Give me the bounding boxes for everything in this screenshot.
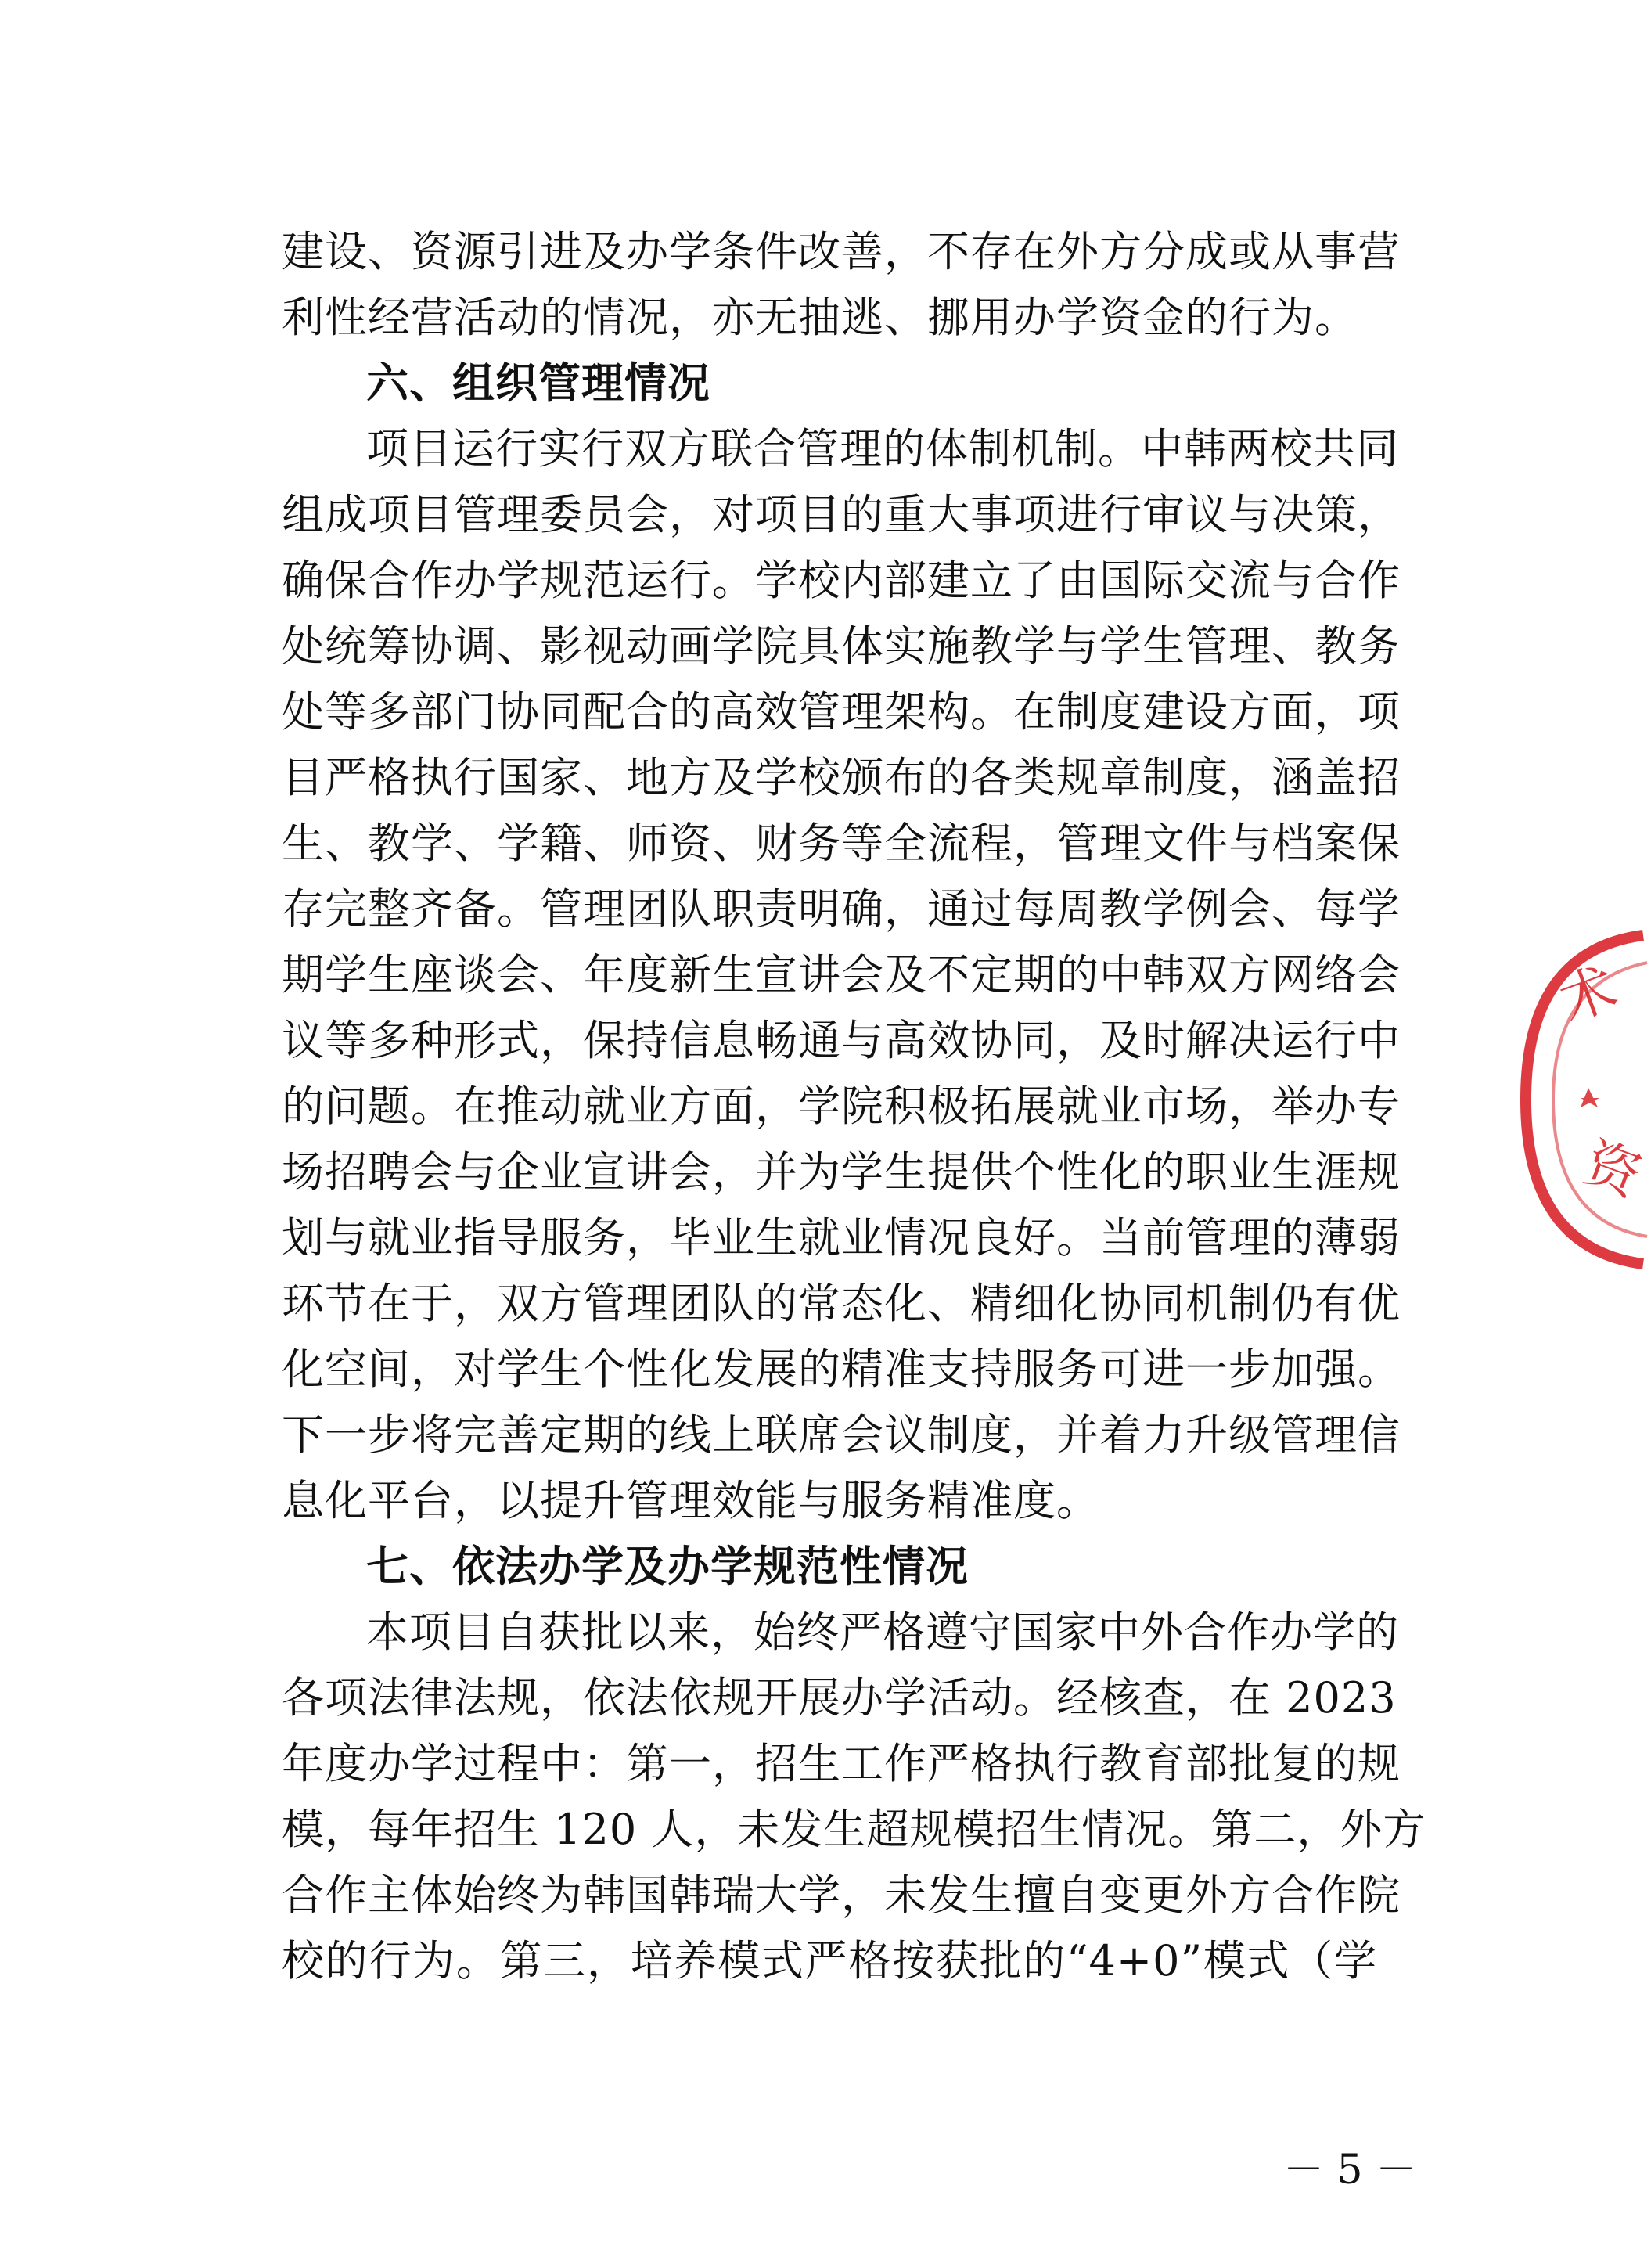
paragraph-line: 存完整齐备。管理团队职责明确，通过每周教学例会、每学 [282,884,1401,934]
paragraph-line: 议等多种形式，保持信息畅通与高效协同，及时解决运行中 [282,1016,1401,1065]
paragraph-line: 组成项目管理委员会，对项目的重大事项进行审议与决策， [282,490,1401,539]
seal-character: 术 [1551,954,1625,1034]
paragraph-line: 处统筹协调、影视动画学院具体实施教学与学生管理、教务 [282,621,1401,671]
paragraph-line: 本项目自获批以来，始终严格遵守国家中外合作办学的 [366,1607,1399,1657]
red-seal-stamp [1495,920,1651,1280]
paragraph-line: 确保合作办学规范运行。学校内部建立了由国际交流与合作 [282,556,1401,605]
paragraph-line: 年度办学过程中：第一，招生工作严格执行教育部批复的规 [282,1739,1401,1788]
page-number: － 5 － [1283,2147,1417,2194]
paragraph-line: 利性经营活动的情况，亦无抽逃、挪用办学资金的行为。 [282,293,1358,342]
paragraph-line: 环节在于，双方管理团队的常态化、精细化协同机制仍有优 [282,1279,1401,1328]
paragraph-line: 各项法律法规，依法依规开展办学活动。经核查，在 2023 [282,1673,1397,1723]
seal-star-fragment [1581,1088,1599,1107]
paragraph-line: 项目运行实行双方联合管理的体制机制。中韩两校共同 [366,424,1399,473]
paragraph-line: 息化平台，以提升管理效能与服务精准度。 [282,1476,1099,1525]
paragraph-line: 场招聘会与企业宣讲会，并为学生提供个性化的职业生涯规 [282,1147,1401,1197]
section-heading: 七、依法办学及办学规范性情况 [366,1542,969,1591]
paragraph-line: 校的行为。第三，培养模式严格按获批的“4+0”模式（学 [282,1936,1377,1985]
paragraph-line: 目严格执行国家、地方及学校颁布的各类规章制度，涵盖招 [282,753,1401,802]
paragraph-line: 划与就业指导服务，毕业生就业情况良好。当前管理的薄弱 [282,1213,1401,1262]
paragraph-line: 的问题。在推动就业方面，学院积极拓展就业市场，举办专 [282,1082,1401,1131]
paragraph-line: 化空间，对学生个性化发展的精准支持服务可进一步加强。 [282,1345,1401,1394]
paragraph-line: 下一步将完善定期的线上联席会议制度，并着力升级管理信 [282,1410,1401,1460]
paragraph-line: 模，每年招生 120 人，未发生超规模招生情况。第二，外方 [282,1805,1426,1854]
paragraph-line: 建设、资源引进及办学条件改善，不存在外方分成或从事营 [282,227,1401,276]
seal-character: 资 [1576,1129,1650,1209]
paragraph-line: 处等多部门协同配合的高效管理架构。在制度建设方面，项 [282,687,1401,736]
paragraph-line: 期学生座谈会、年度新生宣讲会及不定期的中韩双方网络会 [282,950,1401,999]
document-body [282,219,1426,1994]
paragraph-line: 生、教学、学籍、师资、财务等全流程，管理文件与档案保 [282,819,1401,868]
section-heading: 六、组织管理情况 [366,358,710,408]
paragraph-line: 合作主体始终为韩国韩瑞大学，未发生擅自变更外方合作院 [282,1870,1401,1920]
